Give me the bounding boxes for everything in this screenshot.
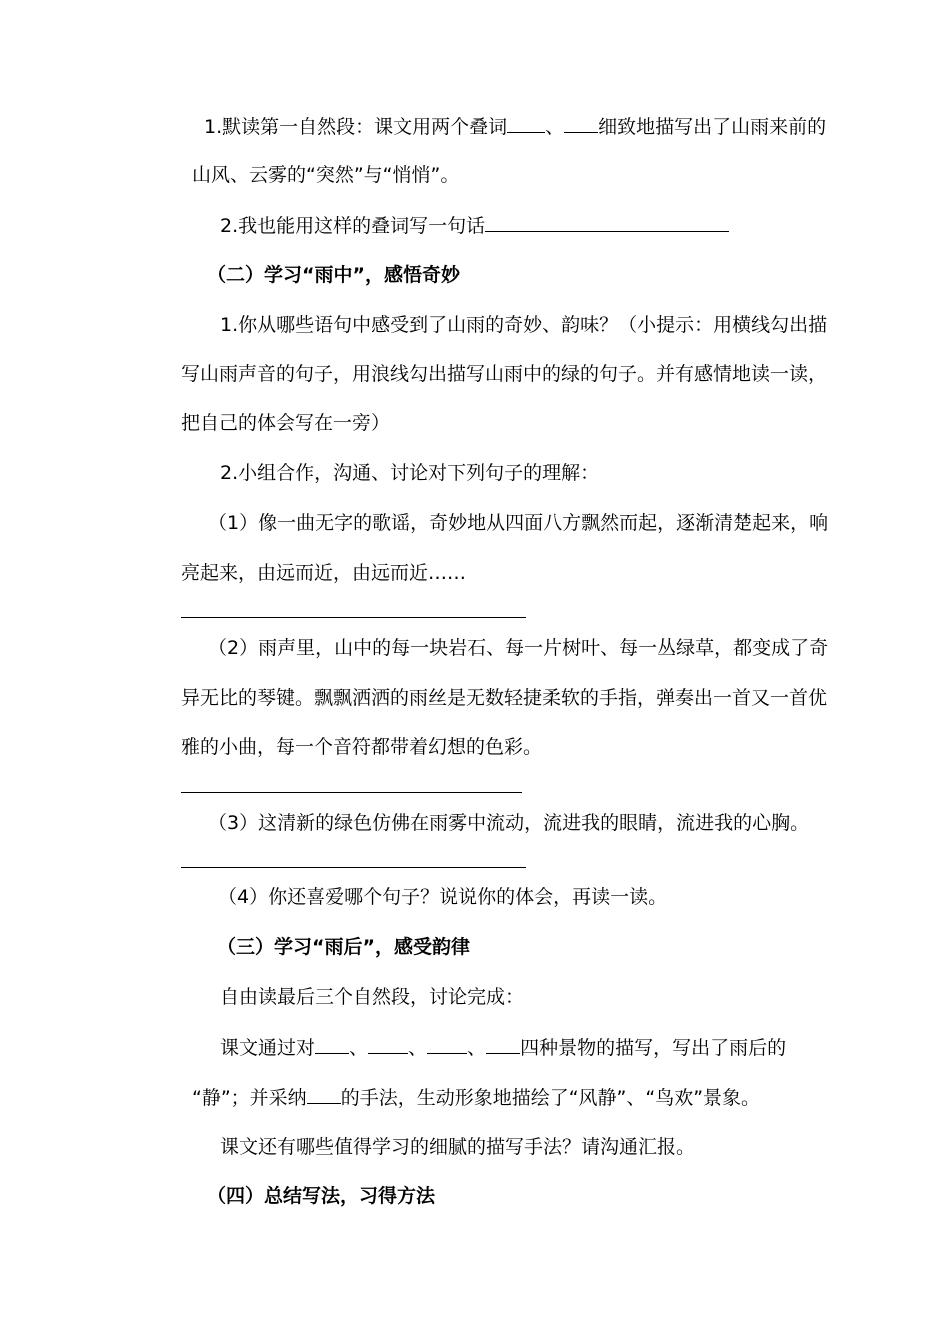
- separator: 、: [545, 116, 565, 138]
- sentence-1-line-1: （1）像一曲无字的歌谣，奇妙地从四面八方飘然而起，逐渐清楚起来，响: [208, 512, 829, 534]
- section-3-question: 课文还有哪些值得学习的细腻的描写手法？请沟通汇报。: [220, 1136, 696, 1158]
- answer-line-3[interactable]: [181, 867, 526, 868]
- blank-1[interactable]: [507, 114, 545, 133]
- s2-question-1-line-3: 把自己的体会写在一旁）: [181, 412, 391, 434]
- blank-a[interactable]: [315, 1035, 349, 1054]
- s2-question-1-line-2: 写山雨声音的句子，用浪线勾出描写山雨中的绿的句子。并有感情地读一读，: [181, 363, 828, 385]
- blank-b[interactable]: [368, 1035, 408, 1054]
- fill-1-text-a: 课文通过对: [220, 1037, 316, 1059]
- question-1-line-2: 山风、云雾的“突然”与“悄悄”。: [192, 164, 460, 186]
- sentence-2-line-1: （2）雨声里，山中的每一块岩石、每一片树叶、每一丛绿草，都变成了奇: [208, 637, 829, 659]
- fill-in-line-1: [220, 1035, 786, 1060]
- blank-d[interactable]: [486, 1035, 520, 1054]
- section-heading-3: （三）学习“雨后”，感受韵律: [217, 936, 470, 958]
- blank-c[interactable]: [427, 1035, 467, 1054]
- separator: 、: [408, 1037, 428, 1059]
- fill-2-text-b: 的手法，生动形象地描绘了“风静”、“鸟欢”景象。: [340, 1087, 761, 1109]
- question-1-text-b: 细致地描写出了山雨来前的: [598, 116, 827, 138]
- sentence-4: （4）你还喜爱哪个句子？说说你的体会，再读一读。: [218, 886, 668, 908]
- answer-line-1[interactable]: [181, 617, 526, 618]
- fill-2-text-a: “静”；并采纳: [192, 1087, 307, 1109]
- answer-blank[interactable]: [485, 213, 729, 232]
- blank-2[interactable]: [564, 114, 598, 133]
- sentence-3: （3）这清新的绿色仿佛在雨雾中流动，流进我的眼睛，流进我的心胸。: [208, 812, 810, 834]
- sentence-2-line-3: 雅的小曲，每一个音符都带着幻想的色彩。: [181, 736, 543, 758]
- blank-e[interactable]: [307, 1085, 341, 1104]
- s2-question-2: 2.小组合作，沟通、讨论对下列句子的理解：: [220, 462, 600, 484]
- sentence-1-line-2: 亮起来，由远而近，由远而近……: [181, 562, 467, 584]
- question-1-text-a: 1.默读第一自然段：课文用两个叠词: [204, 116, 508, 138]
- separator: 、: [467, 1037, 487, 1059]
- answer-line-2[interactable]: [181, 792, 522, 793]
- section-heading-2: （二）学习“雨中”，感悟奇妙: [207, 264, 460, 286]
- fill-in-line-2: [192, 1085, 760, 1110]
- section-heading-4: （四）总结写法，习得方法: [207, 1185, 436, 1207]
- question-1-line-1: [204, 114, 826, 139]
- section-3-intro: 自由读最后三个自然段，讨论完成：: [220, 986, 525, 1008]
- question-2-text: 2.我也能用这样的叠词写一句话: [220, 215, 486, 237]
- separator: 、: [349, 1037, 369, 1059]
- fill-1-text-b: 四种景物的描写，写出了雨后的: [520, 1037, 787, 1059]
- s2-question-1-line-1: 1.你从哪些语句中感受到了山雨的奇妙、韵味？（小提示：用横线勾出描: [220, 314, 828, 336]
- sentence-2-line-2: 异无比的琴键。飘飘洒洒的雨丝是无数轻捷柔软的手指，弹奏出一首又一首优: [181, 687, 828, 709]
- question-2-line: [220, 213, 729, 238]
